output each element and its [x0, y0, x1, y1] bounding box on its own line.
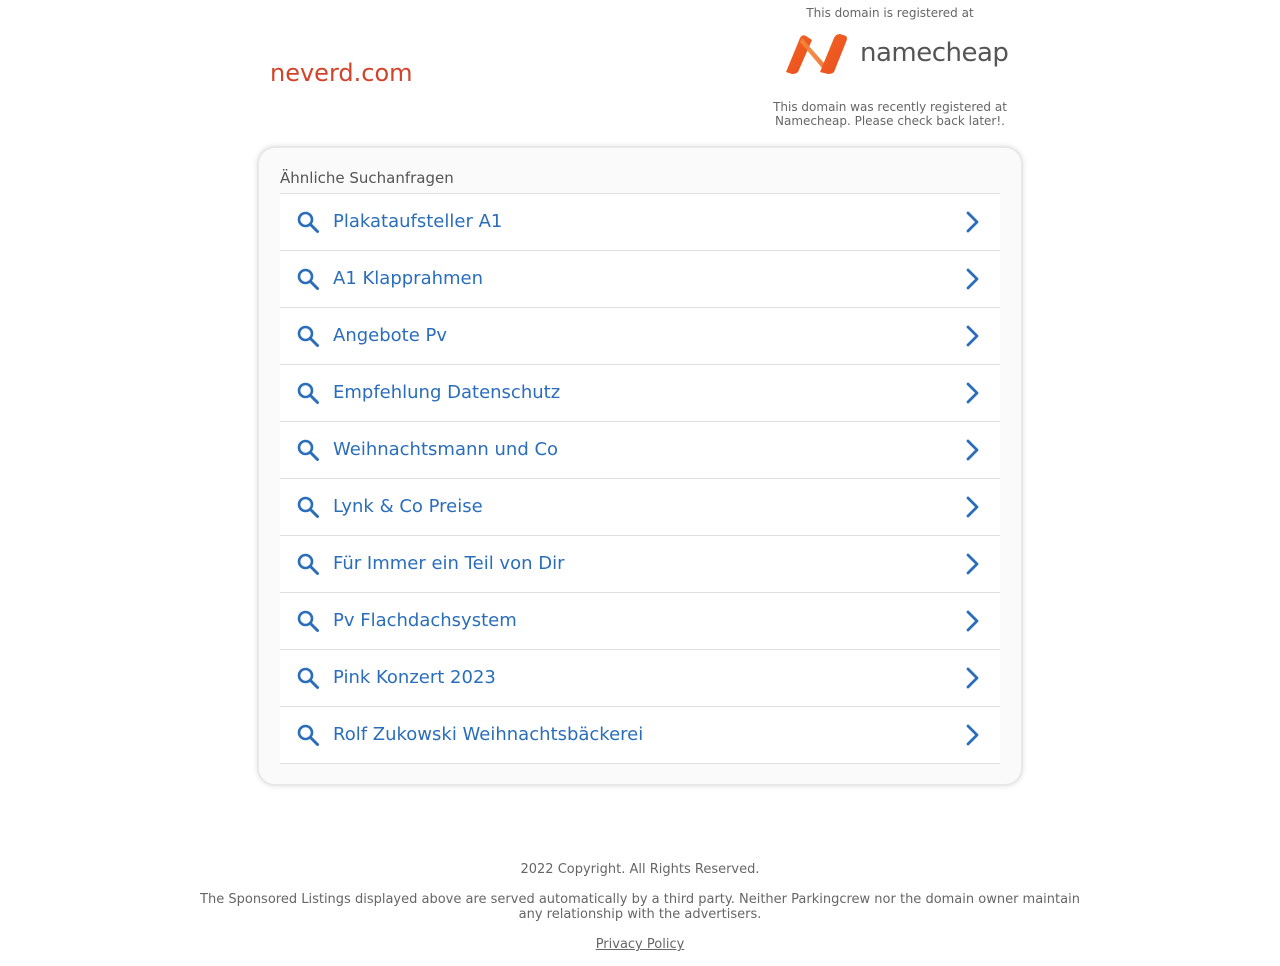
search-icon	[296, 438, 320, 462]
related-search-label[interactable]: Plakataufsteller A1	[333, 211, 503, 232]
related-search-item[interactable]	[280, 650, 1000, 707]
related-search-label[interactable]: Lynk & Co Preise	[333, 496, 483, 517]
chevron-right-icon	[960, 210, 984, 234]
related-search-label[interactable]: A1 Klapprahmen	[333, 268, 484, 289]
related-searches-list	[280, 193, 1000, 764]
search-icon	[296, 324, 320, 348]
chevron-right-icon	[960, 324, 984, 348]
related-searches-panel	[257, 146, 1023, 786]
recent-registration-note: This domain was recently registered at Namecheap. Please check back later!.	[773, 100, 1007, 128]
registered-at-text: This domain is registered at	[806, 6, 974, 20]
search-icon	[296, 723, 320, 747]
search-icon	[296, 267, 320, 291]
privacy-policy-link[interactable]: Privacy Policy	[595, 937, 685, 952]
search-icon	[296, 552, 320, 576]
search-icon	[296, 609, 320, 633]
registrar-logo-text: namecheap	[860, 38, 1009, 68]
related-search-label[interactable]: Pv Flachdachsystem	[333, 610, 517, 631]
namecheap-logo[interactable]	[760, 32, 1020, 86]
registrar-box	[760, 0, 1020, 128]
sponsored-disclaimer: The Sponsored Listings displayed above are served automatically by a third party. Neither Parkingcrew nor the domain owner maintain any relationship with the advertisers.	[200, 892, 1080, 922]
copyright-text: 2022 Copyright. All Rights Reserved.	[520, 862, 760, 877]
related-search-item[interactable]	[280, 251, 1000, 308]
related-search-item[interactable]	[280, 194, 1000, 251]
domain-name: neverd.com	[270, 59, 413, 87]
search-icon	[296, 495, 320, 519]
chevron-right-icon	[960, 381, 984, 405]
related-search-label[interactable]: Angebote Pv	[333, 325, 448, 346]
related-search-item[interactable]	[280, 308, 1000, 365]
related-search-item[interactable]	[280, 422, 1000, 479]
related-search-item[interactable]	[280, 707, 1000, 764]
related-search-item[interactable]	[280, 593, 1000, 650]
chevron-right-icon	[960, 723, 984, 747]
chevron-right-icon	[960, 495, 984, 519]
chevron-right-icon	[960, 552, 984, 576]
chevron-right-icon	[960, 267, 984, 291]
related-search-item[interactable]	[280, 479, 1000, 536]
search-icon	[296, 210, 320, 234]
related-search-item[interactable]	[280, 536, 1000, 593]
related-searches-heading: Ähnliche Suchanfragen	[280, 169, 454, 187]
chevron-right-icon	[960, 666, 984, 690]
search-icon	[296, 381, 320, 405]
chevron-right-icon	[960, 438, 984, 462]
chevron-right-icon	[960, 609, 984, 633]
namecheap-logo-icon	[780, 34, 852, 74]
related-search-item[interactable]	[280, 365, 1000, 422]
related-search-label[interactable]: Rolf Zukowski Weihnachtsbäckerei	[333, 724, 644, 745]
related-search-label[interactable]: Für Immer ein Teil von Dir	[333, 553, 565, 574]
footer	[0, 862, 1280, 953]
search-icon	[296, 666, 320, 690]
related-search-label[interactable]: Weihnachtsmann und Co	[333, 439, 559, 460]
related-search-label[interactable]: Empfehlung Datenschutz	[333, 382, 561, 403]
related-search-label[interactable]: Pink Konzert 2023	[333, 667, 496, 688]
